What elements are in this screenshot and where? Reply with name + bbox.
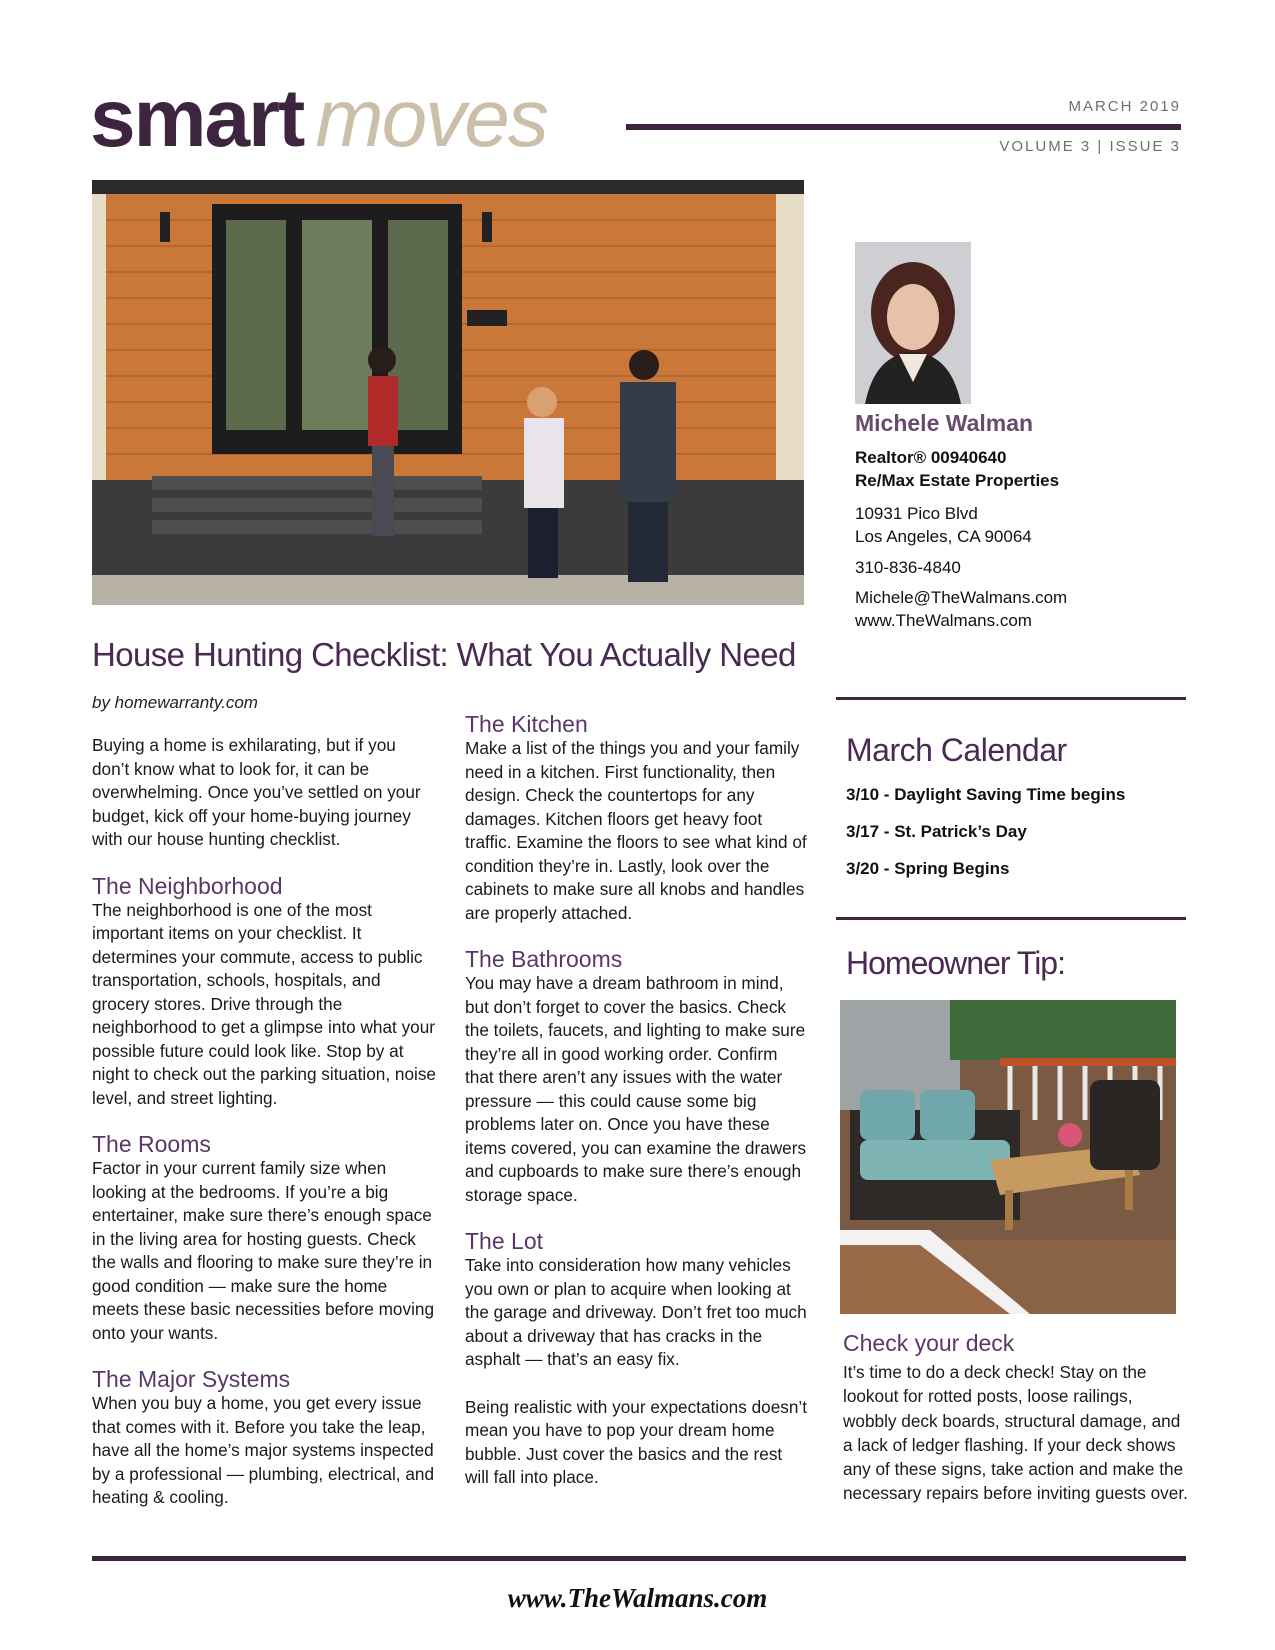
section-body-bathrooms: You may have a dream bathroom in mind, but don’t forget to cover the basics. Check the toilets, faucets, and lighting to make sure they’re all in good working order. Confirm that there aren’t any issues with the water pressure — this could cause some big problems later on. Once you have these items covered, you can examine the drawers and cupboards to make sure there’s enough storage space. xyxy=(465,973,807,1205)
section-body-neighborhood: The neighborhood is one of the most important items on your checklist. It determines your commute, access to public transportation, schools, hospitals, and grocery stores. Drive through the neighborhood to get a glimpse into what your possible future could look like. Stop by at night to check out the parking situation, noise level, and street lighting. xyxy=(92,899,436,1108)
agent-license: Realtor® 00940640 xyxy=(855,448,1007,467)
section-body-lot: Take into consideration how many vehicles you own or plan to acquire when looking at the garage and driveway. Don’t fret too much about a driveway that has cracks in the asphalt — that’s an easy fix. xyxy=(465,1255,807,1369)
agent-address-line1: 10931 Pico Blvd xyxy=(855,504,978,523)
agent-email[interactable]: Michele@TheWalmans.com xyxy=(855,588,1068,607)
article-column-left xyxy=(92,734,437,1510)
calendar-bottom-rule xyxy=(836,917,1186,920)
calendar-title: March Calendar xyxy=(846,732,1067,768)
article-column-right xyxy=(465,712,810,1490)
newsletter-logo xyxy=(90,73,547,164)
tip-title: Homeowner Tip: xyxy=(846,945,1065,981)
section-heading-major-systems: The Major Systems xyxy=(92,1366,291,1392)
section-heading-bathrooms: The Bathrooms xyxy=(465,946,623,972)
tip-body: It’s time to do a deck check! Stay on the lookout for rotted posts, loose railings, wobbly deck boards, structural damage, and a lack of ledger flashing. If your deck shows any of these signs, take action and make the necessary repairs before inviting guests over. xyxy=(843,1362,1188,1504)
agent-website[interactable]: www.TheWalmans.com xyxy=(855,611,1032,630)
house-illustration xyxy=(92,180,804,605)
article-closing: Being realistic with your expectations doesn’t mean you have to pop your dream home bubble. Just cover the basics and the rest will fall into place. xyxy=(465,1396,808,1487)
section-heading-neighborhood: The Neighborhood xyxy=(92,872,283,899)
headshot-illustration xyxy=(855,242,971,404)
footer-website[interactable]: www.TheWalmans.com xyxy=(507,1583,768,1613)
logo-word-smart: smart xyxy=(90,73,304,164)
section-body-rooms: Factor in your current family size when looking at the bedrooms. If you’re a big entertainer, make sure there’s enough space in the living area for hosting guests. Check the walls and flooring to make sure they’re in good condition — make sure the home meets these basic necessities before moving onto your wants. xyxy=(92,1158,435,1343)
deck-illustration xyxy=(840,1000,1176,1314)
section-body-kitchen: Make a list of the things you and your family need in a kitchen. First functionality, then design. Check the countertops for any damages. Kitchen floors get heavy foot traffic. Examine the floors to see what kind of condition they’re in. Lastly, look over the cabinets to make sure all knobs and handles are properly attached. xyxy=(465,738,807,923)
hero-house-photo xyxy=(92,180,804,605)
section-heading-kitchen: The Kitchen xyxy=(465,711,588,737)
agent-brokerage: Re/Max Estate Properties xyxy=(855,471,1060,490)
article-byline: by homewarranty.com xyxy=(92,693,258,712)
agent-phone: 310-836-4840 xyxy=(855,558,961,577)
section-heading-lot: The Lot xyxy=(465,1228,543,1254)
calendar-item: 3/20 - Spring Begins xyxy=(846,859,1010,878)
issue-volume: VOLUME 3 | ISSUE 3 xyxy=(999,138,1181,155)
calendar-item: 3/17 - St. Patrick’s Day xyxy=(846,822,1027,841)
footer-rule xyxy=(92,1556,1186,1561)
logo-word-moves: moves xyxy=(315,73,547,164)
tip-subtitle: Check your deck xyxy=(843,1330,1015,1356)
masthead-rule xyxy=(626,124,1181,130)
calendar-top-rule xyxy=(836,697,1186,700)
section-heading-rooms: The Rooms xyxy=(92,1131,211,1157)
issue-date: MARCH 2019 xyxy=(1068,98,1181,115)
article-intro: Buying a home is exhilarating, but if you don’t know what to look for, it can be overwhelming. Once you’ve settled on your budget, kick off your home-buying journey with our house hunting checklist. xyxy=(92,735,421,849)
article-headline: House Hunting Checklist: What You Actually Need xyxy=(92,636,796,673)
agent-headshot xyxy=(855,242,971,404)
calendar-item: 3/10 - Daylight Saving Time begins xyxy=(846,785,1126,804)
deck-photo xyxy=(840,1000,1176,1314)
section-body-major-systems: When you buy a home, you get every issue that comes with it. Before you take the leap, have all the home’s major systems inspected by a professional — plumbing, electrical, and heating & cooling. xyxy=(92,1393,435,1507)
agent-name: Michele Walman xyxy=(855,410,1034,436)
agent-address-line2: Los Angeles, CA 90064 xyxy=(855,527,1032,546)
